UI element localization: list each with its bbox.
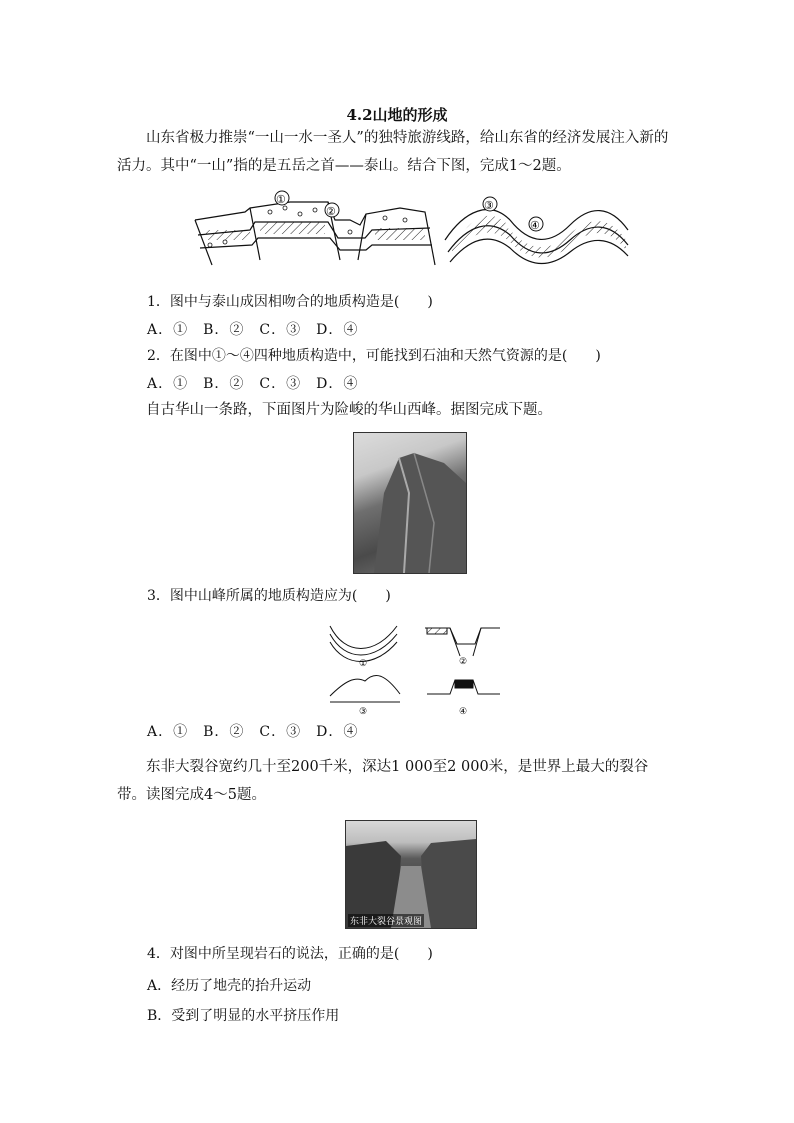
- question-2: 2．在图中①～④四种地质构造中，可能找到石油和天然气资源的是( ): [147, 348, 601, 364]
- huashan-photo: [353, 432, 467, 574]
- question-1: 1．图中与泰山成因相吻合的地质构造是( ): [147, 294, 433, 310]
- intro-paragraph-2: 自古华山一条路，下面图片为险峻的华山西峰。据图完成下题。: [146, 402, 552, 418]
- question-3-options: A．① B．② C．③ D．④: [147, 724, 359, 740]
- fig1-label-4: ④: [530, 219, 540, 232]
- question-4-option-b: B．受到了明显的水平挤压作用: [147, 1008, 340, 1024]
- fig3-label-3: ③: [359, 707, 368, 716]
- fig1-label-2: ②: [326, 205, 336, 218]
- question-2-options: A．① B．② C．③ D．④: [147, 376, 359, 392]
- rift-valley-photo: [345, 820, 477, 929]
- geology-figure-3: [325, 616, 505, 716]
- question-4: 4．对图中所呈现岩石的说法，正确的是( ): [147, 946, 433, 962]
- page-title: 4.2山地的形成: [346, 106, 448, 124]
- fig3-label-4: ④: [459, 707, 468, 716]
- geology-figure-1: [190, 190, 630, 270]
- fault-block-diagram: [195, 202, 435, 265]
- intro-paragraph-1: 山东省极力推崇“一山一水一圣人”的独特旅游线路，给山东省的经济发展注入新的活力。其中“一山”指的是五岳之首——泰山。结合下图，完成1～2题。: [117, 130, 669, 174]
- intro-paragraph-3: 东非大裂谷宽约几十至200千米，深达1 000至2 000米，是世界上最大的裂谷带。读图完成4～5题。: [117, 759, 649, 803]
- fig1-label-3: ③: [484, 199, 494, 212]
- question-3: 3．图中山峰所属的地质构造应为( ): [147, 588, 391, 604]
- fig3-label-1: ①: [359, 659, 368, 669]
- question-4-option-a: A．经历了地壳的抬升运动: [147, 978, 312, 994]
- fig1-label-1: ①: [276, 193, 286, 206]
- rift-photo-caption: 东非大裂谷景观图: [348, 914, 424, 927]
- question-1-options: A．① B．② C．③ D．④: [147, 322, 359, 338]
- fig3-label-2: ②: [459, 657, 468, 667]
